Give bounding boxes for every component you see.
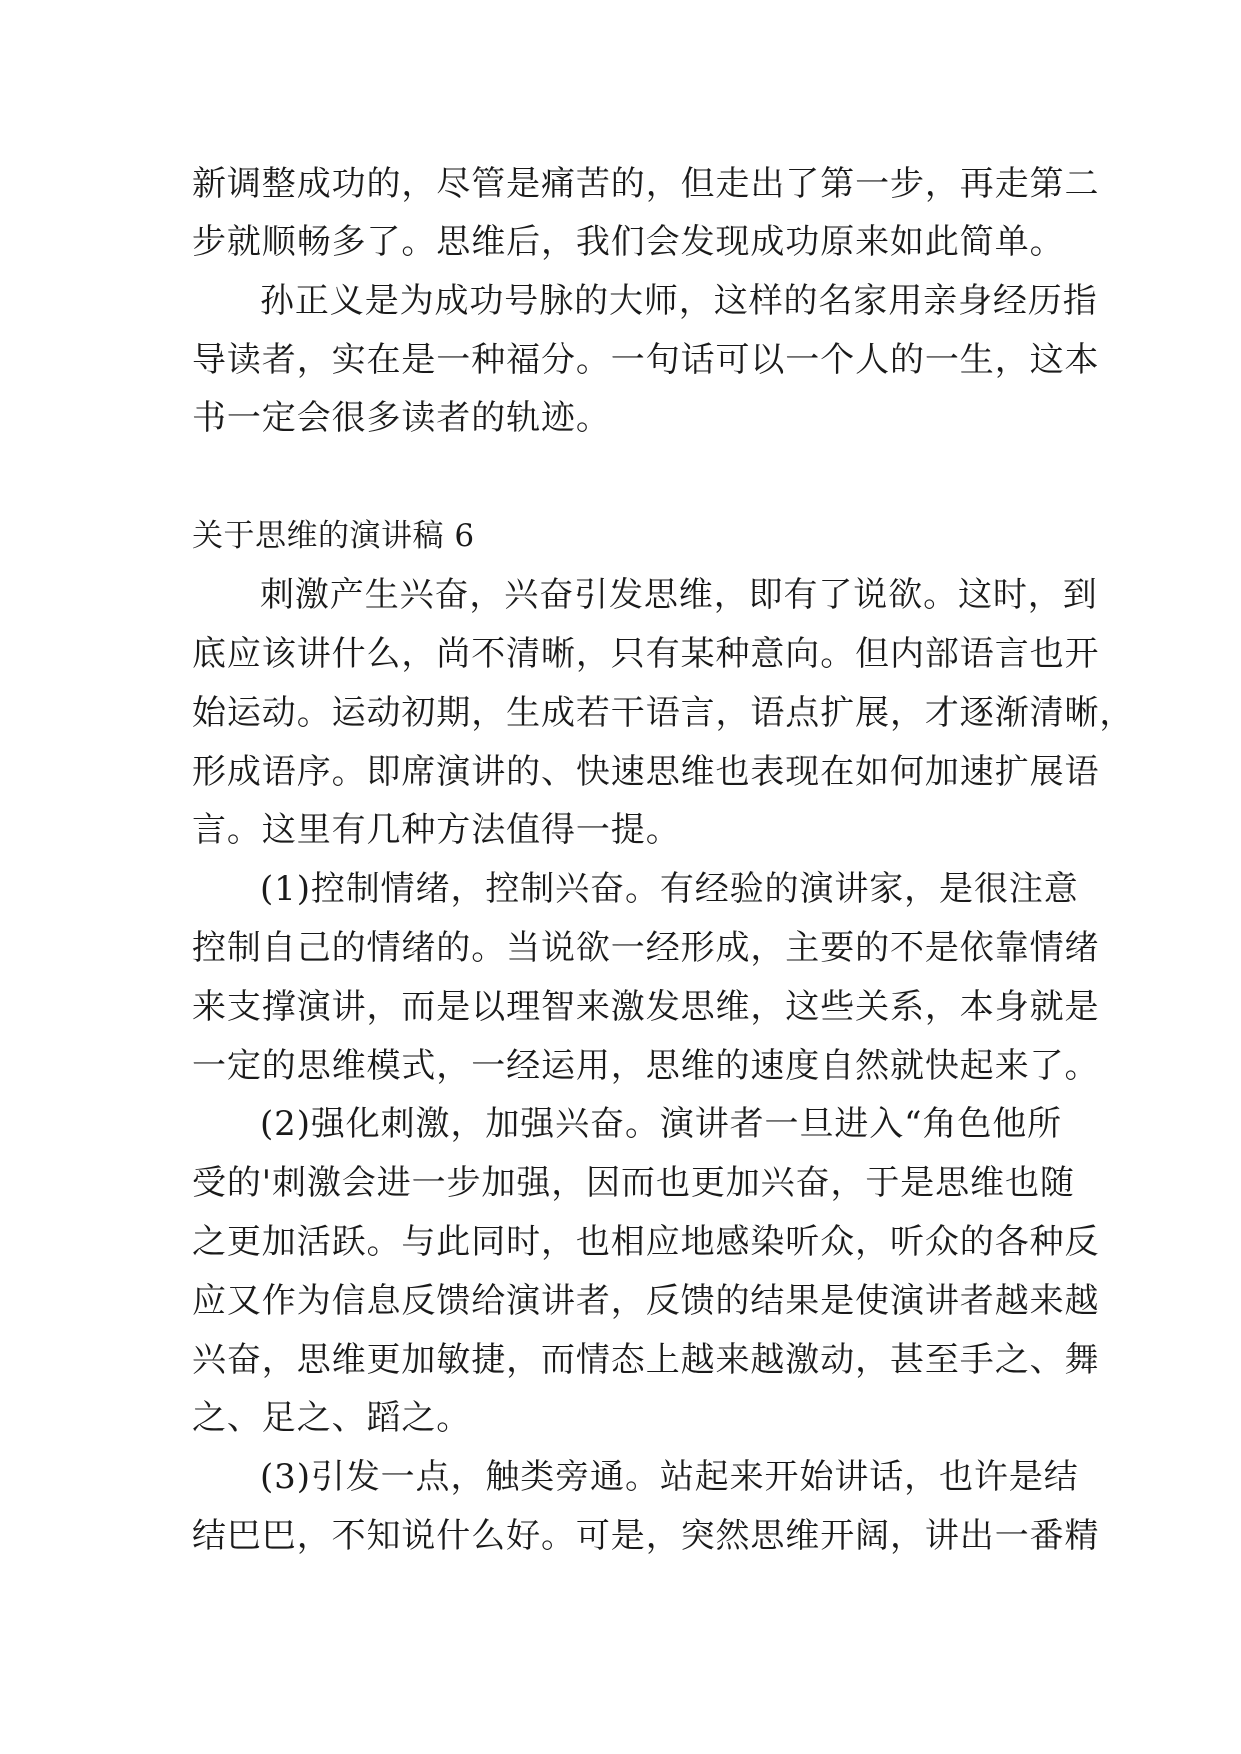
text-line: 受的'刺激会进一步加强，因而也更加兴奋，于是思维也随 [192, 1163, 1075, 1203]
text-line: (3)引发一点，触类旁通。站起来开始讲话，也许是结 [260, 1457, 1079, 1497]
text-line: 新调整成功的，尽管是痛苦的，但走出了第一步，再走第二 [192, 164, 1100, 204]
text-line: 言。这里有几种方法值得一提。 [192, 810, 681, 850]
text-line: 形成语序。即席演讲的、快速思维也表现在如何加速扩展语 [192, 752, 1100, 792]
text-line: 书一定会很多读者的轨迹。 [192, 398, 611, 438]
text-line: 之更加活跃。与此同时，也相应地感染听众，听众的各种反 [192, 1222, 1100, 1262]
text-line: (1)控制情绪，控制兴奋。有经验的演讲家，是很注意 [260, 869, 1079, 909]
text-line: (2)强化刺激，加强兴奋。演讲者一旦进入“角色他所 [260, 1104, 1063, 1144]
text-line: 一定的思维模式，一经运用，思维的速度自然就快起来了。 [192, 1046, 1100, 1086]
text-line: 结巴巴，不知说什么好。可是，突然思维开阔，讲出一番精 [192, 1516, 1100, 1556]
text-line: 应又作为信息反馈给演讲者，反馈的结果是使演讲者越来越 [192, 1281, 1100, 1321]
text-line: 刺激产生兴奋，兴奋引发思维，即有了说欲。这时，到 [260, 575, 1098, 615]
text-line: 控制自己的情绪的。当说欲一经形成，主要的不是依靠情绪 [192, 928, 1100, 968]
text-line: 兴奋，思维更加敏捷，而情态上越来越激动，甚至手之、舞 [192, 1340, 1100, 1380]
section-heading: 关于思维的演讲稿 6 [192, 518, 475, 554]
text-line: 之、足之、蹈之。 [192, 1398, 472, 1438]
text-line: 始运动。运动初期，生成若干语言，语点扩展，才逐渐清晰， [192, 693, 1135, 733]
text-line: 孙正义是为成功号脉的大师，这样的名家用亲身经历指 [260, 281, 1098, 321]
text-line: 底应该讲什么，尚不清晰，只有某种意向。但内部语言也开 [192, 634, 1100, 674]
text-line: 步就顺畅多了。思维后，我们会发现成功原来如此简单。 [192, 222, 1065, 262]
text-line: 来支撑演讲，而是以理智来激发思维，这些关系，本身就是 [192, 987, 1100, 1027]
text-line: 导读者，实在是一种福分。一句话可以一个人的一生，这本 [192, 340, 1100, 380]
